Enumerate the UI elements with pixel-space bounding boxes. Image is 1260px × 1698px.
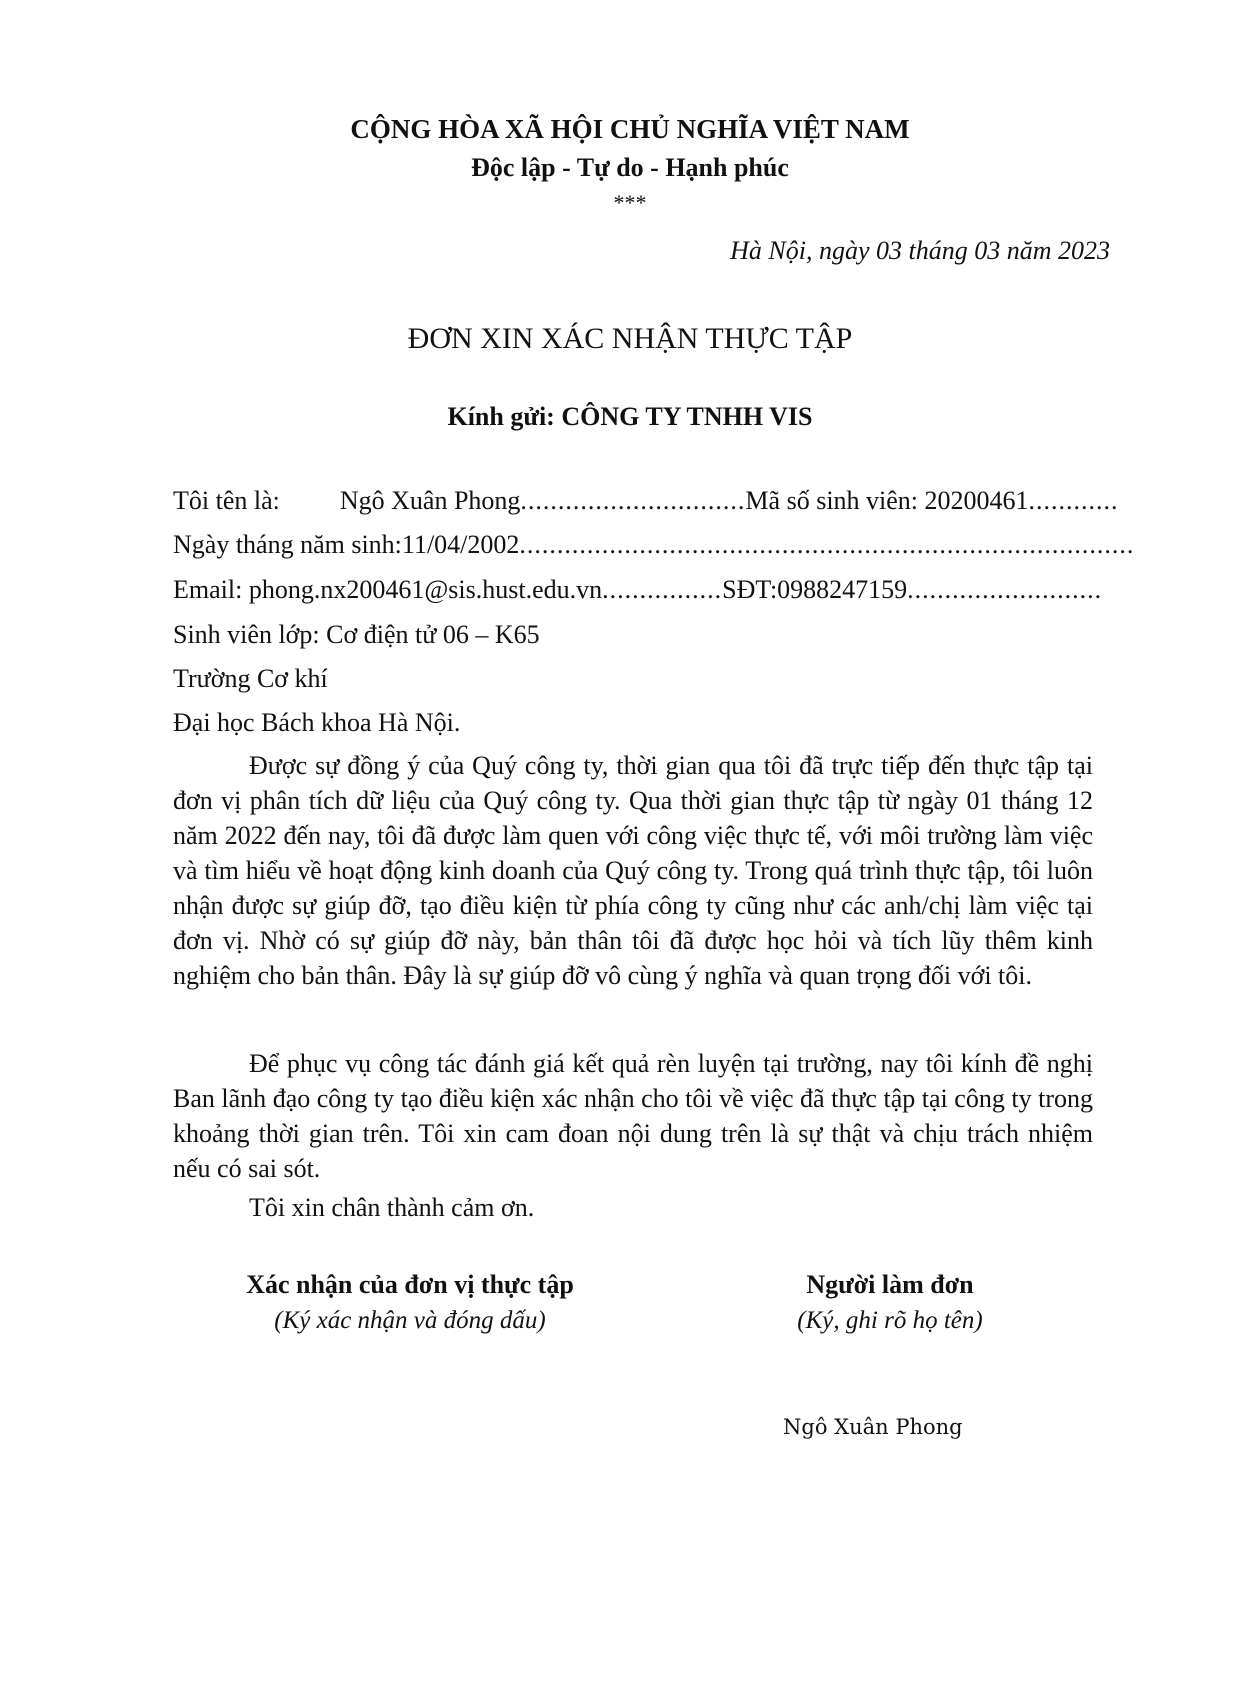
applicant-signature-block [730, 1267, 1050, 1339]
dob-label: Ngày tháng năm sinh: [173, 530, 402, 559]
thanks-line: Tôi xin chân thành cảm ơn. [249, 1193, 535, 1222]
student-id-value: 20200461 [924, 486, 1029, 515]
student-id-dots: ............ [1028, 486, 1119, 515]
document-title: ĐƠN XIN XÁC NHẬN THỰC TẬP [407, 322, 853, 355]
body-paragraph-1: Được sự đồng ý của Quý công ty, thời gian qua tôi đã trực tiếp đến thực tập tại đơn vị phân tích dữ liệu của Quý công ty. Qua thời gian thực tập từ ngày 01 tháng 12 năm 2022 đến nay, tôi đã được làm quen với công việc thực tế, với môi trường làm việc và tìm hiểu về hoạt động kinh doanh của Quý công ty. Trong quá trình thực tập, tôi luôn nhận được sự giúp đỡ, tạo điều kiện từ phía công ty cũng như các anh/chị làm việc tại đơn vị. Nhờ có sự giúp đỡ này, bản thân tôi đã được học hỏi và tích lũy thêm kinh nghiệm cho bản thân. Đây là sự giúp đỡ vô cùng ý nghĩa và quan trọng đối với tôi. [173, 751, 1093, 990]
applicant-note: (Ký, ghi rõ họ tên) [797, 1307, 983, 1334]
dob-value: 11/04/2002 [401, 530, 520, 559]
name-row [173, 486, 1119, 516]
recipient-value: CÔNG TY TNHH VIS [561, 402, 813, 431]
email-dots: ................ [602, 575, 723, 604]
university-line: Đại học Bách khoa Hà Nội. [173, 708, 461, 737]
recipient-label: Kính gửi: [447, 402, 555, 431]
national-title: CỘNG HÒA XÃ HỘI CHỦ NGHĨA VIỆT NAM [350, 114, 910, 144]
email-value: phong.nx200461@sis.hust.edu.vn [248, 575, 603, 604]
phone-value: 0988247159 [777, 575, 908, 604]
date-line: Hà Nội, ngày 03 tháng 03 năm 2023 [730, 236, 1110, 265]
email-label: Email: [173, 575, 243, 604]
name-dots: .............................. [520, 486, 746, 515]
school-line: Trường Cơ khí [173, 664, 328, 693]
phone-label: SĐT: [722, 575, 778, 604]
recipient-line [0, 402, 1260, 432]
internship-unit-signature-block [200, 1267, 620, 1339]
phone-dots: .......................... [907, 575, 1103, 604]
student-id-label: Mã số sinh viên: [745, 486, 919, 515]
applicant-title: Người làm đơn [806, 1270, 974, 1299]
internship-unit-note: (Ký xác nhận và đóng dấu) [274, 1307, 546, 1334]
dob-dots: .................................................................................. [519, 530, 1135, 559]
signer-name: Ngô Xuân Phong [783, 1415, 963, 1439]
body-paragraph-2: Để phục vụ công tác đánh giá kết quả rèn luyện tại trường, nay tôi kính đề nghị Ban lãnh đạo công ty tạo điều kiện xác nhận cho tôi về việc đã thực tập tại công ty trong khoảng thời gian trên. Tôi xin cam đoan nội dung trên là sự thật và chịu trách nhiệm nếu có sai sót. [173, 1049, 1093, 1183]
email-row [173, 575, 1103, 605]
dob-row [173, 530, 1135, 560]
class-line: Sinh viên lớp: Cơ điện tử 06 – K65 [173, 620, 540, 649]
internship-unit-title: Xác nhận của đơn vị thực tập [246, 1270, 574, 1299]
name-value: Ngô Xuân Phong [339, 486, 521, 515]
national-motto: Độc lập - Tự do - Hạnh phúc [471, 153, 789, 182]
header-separator: *** [613, 190, 647, 215]
name-label: Tôi tên là: [173, 486, 280, 515]
